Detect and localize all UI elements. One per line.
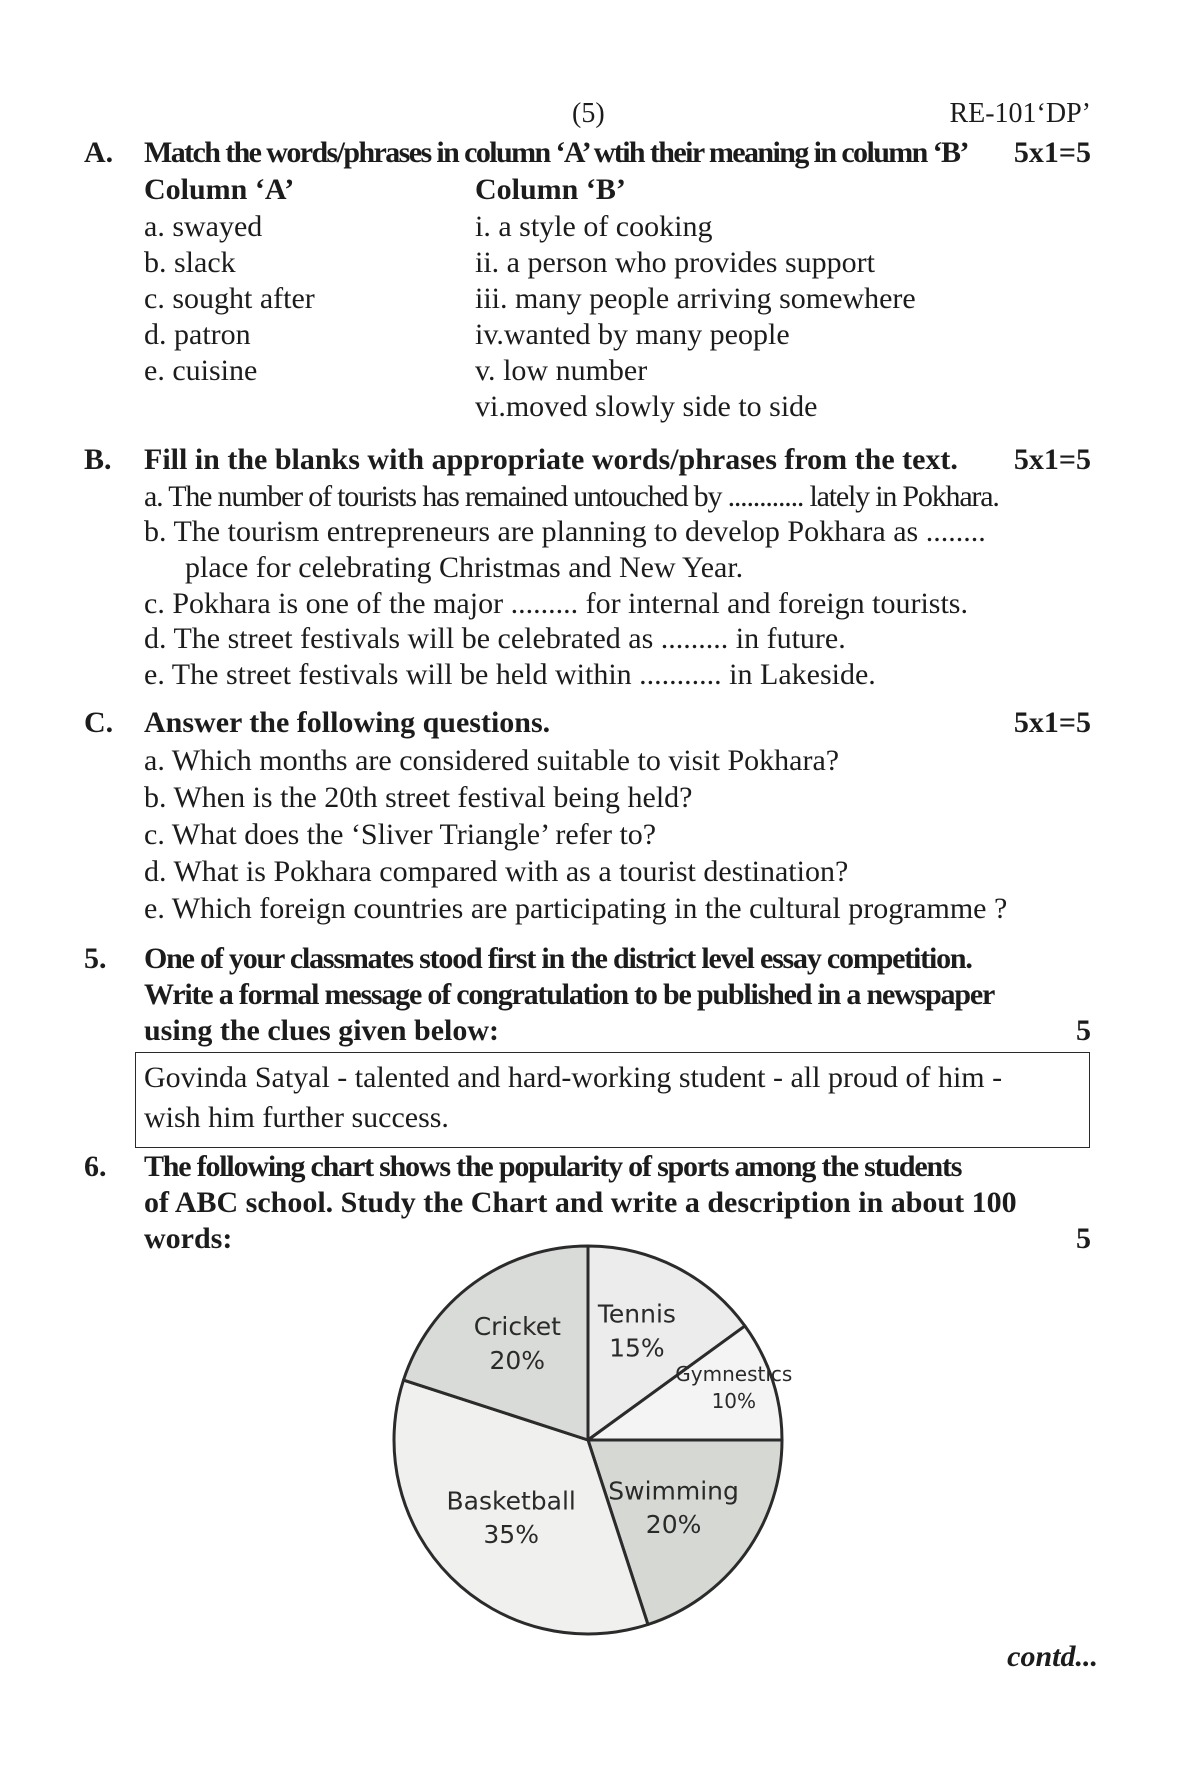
question-5-line: using the clues given below: [144, 1014, 500, 1047]
list-item: c. sought after [144, 282, 315, 315]
column-a-title: Column ‘A’ [144, 173, 295, 206]
section-a-marks: 5x1=5 [1013, 136, 1091, 169]
pie-label-tennis: Tennis 15% [597, 1299, 676, 1363]
section-b-label: B. [84, 443, 112, 476]
list-item: vi.moved slowly side to side [475, 390, 818, 423]
pie-label-cricket: Cricket 20% [473, 1312, 561, 1375]
column-b-title: Column ‘B’ [475, 173, 626, 206]
question-6-line: words: [144, 1222, 233, 1255]
question-5-line: One of your classmates stood first in the district level essay competition. [144, 942, 972, 975]
list-item: e. Which foreign countries are participating in the cultural programme ? [144, 892, 1008, 925]
section-b-marks: 5x1=5 [1013, 443, 1091, 476]
section-c-marks: 5x1=5 [1013, 706, 1091, 739]
question-5-line: Write a formal message of congratulation to be published in a newspaper [144, 978, 995, 1011]
question-5-label: 5. [84, 942, 107, 975]
list-item: d. The street festivals will be celebrated as ......... in future. [144, 622, 846, 655]
list-item: i. a style of cooking [475, 210, 713, 243]
clue-line: wish him further success. [144, 1101, 449, 1134]
list-item: b. The tourism entrepreneurs are planning to develop Pokhara as ........ [144, 515, 986, 548]
paper-code: RE-101‘DP’ [949, 98, 1091, 129]
list-item: a. Which months are considered suitable to visit Pokhara? [144, 744, 840, 777]
list-item: e. The street festivals will be held within ........... in Lakeside. [144, 658, 876, 691]
clue-box [135, 1052, 1090, 1148]
question-6-line: of ABC school. Study the Chart and write a description in about 100 [144, 1186, 1017, 1219]
list-item: v. low number [475, 354, 648, 387]
clue-line: Govinda Satyal - talented and hard-working student - all proud of him - [144, 1061, 1003, 1094]
list-item: c. Pokhara is one of the major ......... for internal and foreign tourists. [144, 587, 968, 620]
list-item: b. slack [144, 246, 236, 279]
list-item: c. What does the ‘Sliver Triangle’ refer to? [144, 818, 657, 851]
pie-label-basketball: Basketball 35% [446, 1486, 576, 1550]
pie-label-gymnestics: Gymnestics 10% [675, 1361, 793, 1413]
sports-pie-chart [390, 1236, 810, 1656]
question-6-line: The following chart shows the popularity of sports among the students [144, 1150, 962, 1183]
section-c-title: Answer the following questions. [144, 706, 551, 739]
list-item: iv.wanted by many people [475, 318, 790, 351]
page-number: (5) [572, 98, 605, 129]
list-item: a. The number of tourists has remained untouched by ............ lately in Pokhara. [144, 480, 999, 513]
list-item: a. swayed [144, 210, 263, 243]
section-a-title: Match the words/phrases in column ‘A’ wtih their meaning in column ‘B’ [144, 136, 968, 169]
list-item-continuation: place for celebrating Christmas and New Year. [185, 551, 744, 584]
list-item: d. patron [144, 318, 251, 351]
section-c-label: C. [84, 706, 114, 739]
list-item: iii. many people arriving somewhere [475, 282, 916, 315]
question-5-marks: 5 [1076, 1014, 1091, 1047]
contd-label: contd... [1007, 1640, 1098, 1673]
section-a-label: A. [84, 136, 114, 169]
list-item: ii. a person who provides support [475, 246, 875, 279]
question-6-label: 6. [84, 1150, 107, 1183]
list-item: d. What is Pokhara compared with as a tourist destination? [144, 855, 849, 888]
list-item: b. When is the 20th street festival being held? [144, 781, 693, 814]
question-6-marks: 5 [1076, 1222, 1091, 1255]
list-item: e. cuisine [144, 354, 258, 387]
pie-label-swimming: Swimming 20% [608, 1476, 739, 1540]
section-b-title: Fill in the blanks with appropriate words/phrases from the text. [144, 443, 958, 476]
